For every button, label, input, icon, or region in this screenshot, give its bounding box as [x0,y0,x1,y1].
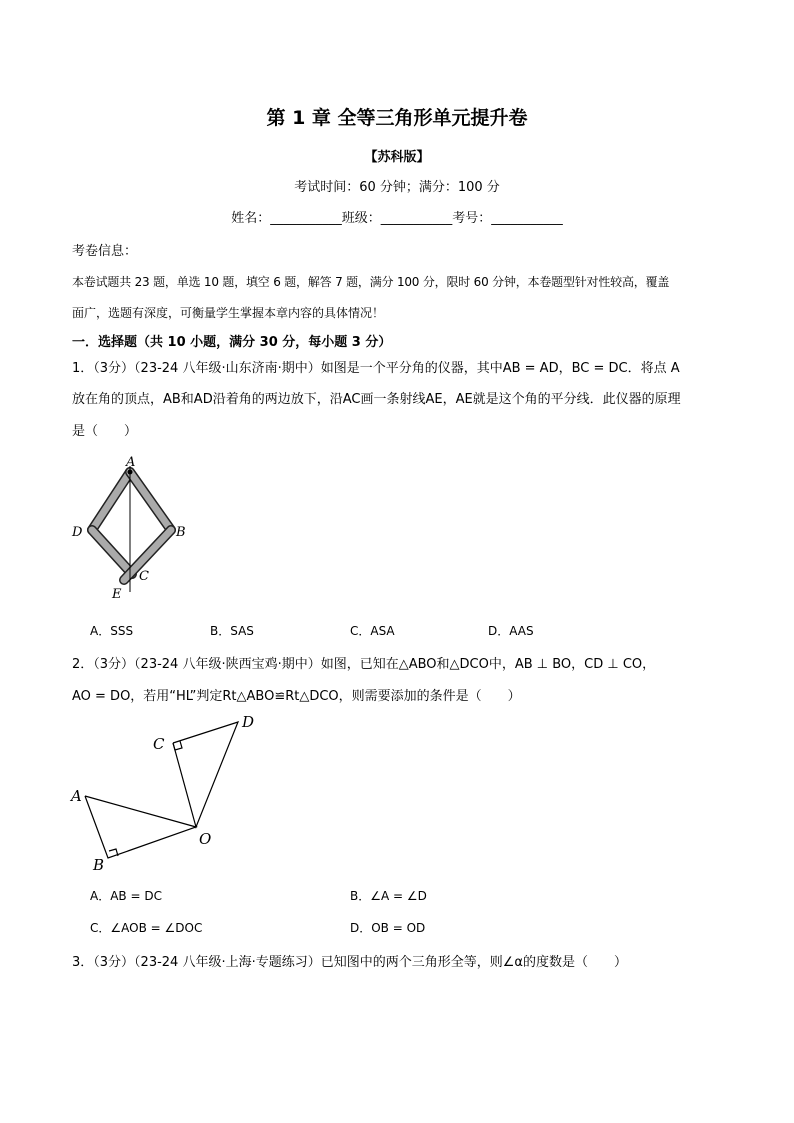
student-id-line: 姓名：___________班级：___________考号：___________ [231,211,563,226]
q2-line-1: 2．（3分）（23-24 八年级·陕西宝鸡·期中）如图，已知在△ABO和△DCO中，AB ⊥ BO，CD ⊥ CO， [72,657,656,672]
q1-option-d: D．AAS [488,624,534,638]
q1-line-2: 放在角的顶点，AB和AD沿着角的两边放下，沿AC画一条射线AE，AE就是这个角的平分线．此仪器的原理 [72,392,681,407]
q2-option-b: B．∠A = ∠D [350,889,427,903]
q2-option-d: D．OB = OD [350,921,426,935]
q2-option-a: A．AB = DC [90,889,162,903]
info-line-1: 本卷试题共 23 题，单选 10 题，填空 6 题，解答 7 题，满分 100 分，限时 60 分钟，本卷题型针对性较高，覆盖 [72,275,670,289]
q2-label-o: O [199,830,212,848]
q1-option-c: C．ASA [350,624,395,638]
q1-label-d: D [72,525,83,540]
q2-label-d: D [242,713,255,731]
q1-figure [66,452,206,608]
q2-line-2: AO = DO，若用“HL”判定Rt△ABO≌Rt△DCO，则需要添加的条件是（ ） [72,689,521,704]
q2-label-b: B [93,856,105,874]
q1-option-a: A．SSS [90,624,134,638]
q2-figure [66,707,266,877]
q2-label-c: C [153,735,165,753]
q1-label-b: B [176,525,186,540]
exam-time: 考试时间：60 分钟；满分：100 分 [294,180,500,195]
q1-line-1: 1．（3分）（23-24 八年级·山东济南·期中）如图是一个平分角的仪器，其中AB = AD，BC = DC．将点 A [72,361,680,376]
q1-label-a: A [126,455,136,470]
info-line-2: 面广，选题有深度，可衡量学生掌握本章内容的具体情况！ [72,306,385,320]
q2-label-a: A [71,787,82,805]
q3-line-1: 3．（3分）（23-24 八年级·上海·专题练习）已知图中的两个三角形全等，则∠α的度数是（ ） [72,955,627,970]
q1-option-b: B．SAS [210,624,254,638]
edition-label: 【苏科版】 [364,150,430,165]
q1-label-c: C [139,569,149,584]
q1-instrument [92,466,171,592]
q2-option-c: C．∠AOB = ∠DOC [90,921,203,935]
q1-label-e: E [112,587,122,602]
q1-line-3: 是（ ） [72,424,138,439]
info-heading: 考卷信息： [72,244,138,259]
section-heading: 一．选择题（共 10 小题，满分 30 分，每小题 3 分） [72,335,392,350]
page-title: 第 1 章 全等三角形单元提升卷 [266,107,528,129]
